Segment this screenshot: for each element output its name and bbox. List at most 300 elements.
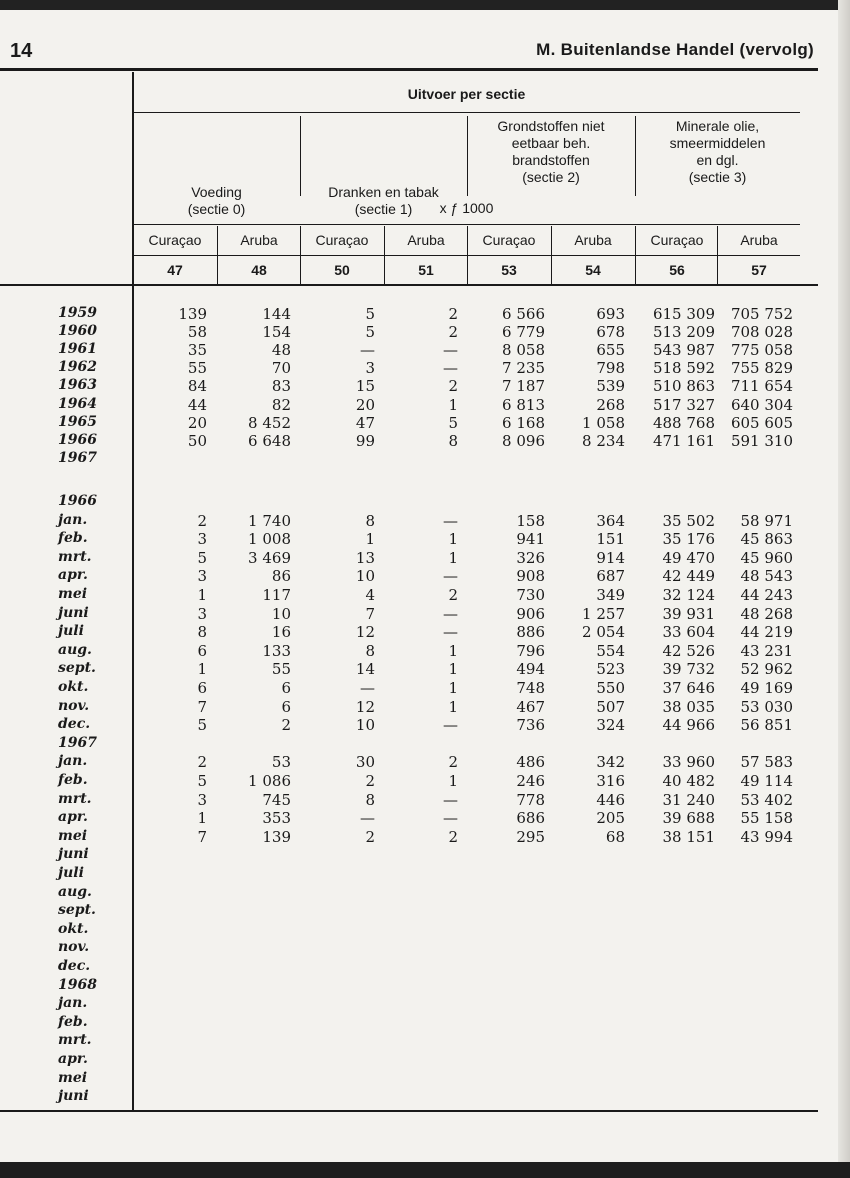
cell-value: 2 <box>448 305 458 323</box>
cell-value: 510 863 <box>652 377 715 396</box>
cell-value: 488 768 <box>652 413 715 432</box>
table-row <box>0 377 850 395</box>
table-row <box>0 567 850 585</box>
cell-value: 12 <box>355 623 375 642</box>
cell-value: 5 <box>197 716 207 735</box>
cell-value: 693 <box>596 305 625 323</box>
column-header: Curaçao <box>650 232 704 248</box>
cell-value: — <box>443 809 458 828</box>
row-label: nov. <box>58 697 90 714</box>
cell-value: 798 <box>596 359 625 378</box>
group-header-line: (sectie 0) <box>187 201 246 217</box>
cell-value: 6 566 <box>502 305 545 323</box>
cell-value: — <box>443 341 458 360</box>
row-label: 1959 <box>58 305 97 321</box>
cell-value: 914 <box>596 548 625 567</box>
column-number: 51 <box>418 262 434 278</box>
header-rule <box>0 68 818 71</box>
column-number: 50 <box>334 262 350 278</box>
cell-value: 205 <box>596 809 625 828</box>
cell-value: 20 <box>355 395 375 414</box>
cell-value: 44 966 <box>662 716 715 735</box>
row-label: sept. <box>58 660 96 677</box>
cell-value: 6 <box>197 679 207 697</box>
cell-value: 1 008 <box>248 530 291 549</box>
cell-value: 2 <box>365 827 375 846</box>
table-row <box>0 1032 850 1050</box>
cell-value: 4 <box>365 586 375 604</box>
cell-value: 6 779 <box>502 323 545 342</box>
rule <box>133 224 800 225</box>
group-header-line: Minerale olie, <box>675 118 760 134</box>
cell-value: 775 058 <box>730 341 793 360</box>
cell-value: 2 <box>365 772 375 790</box>
cell-value: 14 <box>355 660 375 679</box>
cell-value: 2 <box>448 377 458 396</box>
group-header-line <box>300 150 467 167</box>
cell-value: 8 096 <box>502 431 545 450</box>
cell-value: 246 <box>516 772 545 790</box>
cell-value: 1 <box>448 660 458 679</box>
scan-edge-top <box>0 0 850 10</box>
row-label: okt. <box>58 920 89 937</box>
cell-value: 906 <box>516 604 545 623</box>
cell-value: 513 209 <box>652 323 715 342</box>
cell-value: 55 158 <box>740 809 793 828</box>
cell-value: 30 <box>355 753 375 772</box>
cell-value: 6 168 <box>502 413 545 432</box>
cell-value: 151 <box>596 530 625 549</box>
cell-value: 57 583 <box>740 753 793 772</box>
cell-value: 687 <box>596 567 625 586</box>
row-label: okt. <box>58 679 89 695</box>
table-row <box>0 679 850 697</box>
row-label: 1963 <box>58 377 97 394</box>
cell-value: 3 <box>197 530 207 549</box>
cell-value: 5 <box>365 323 375 342</box>
row-label: 1962 <box>58 359 97 376</box>
cell-value: 523 <box>596 660 625 679</box>
row-label: dec. <box>58 958 91 974</box>
table-row <box>0 1070 850 1088</box>
table-row <box>0 1014 850 1032</box>
table-row <box>0 865 850 883</box>
column-number: 48 <box>251 262 267 278</box>
cell-value: 539 <box>596 377 625 396</box>
table-row <box>0 753 850 771</box>
row-label: aug. <box>58 641 92 658</box>
cell-value: — <box>443 604 458 623</box>
column-number: 54 <box>585 262 601 278</box>
table-row <box>0 605 850 623</box>
cell-value: 55 <box>271 660 291 679</box>
row-label: apr. <box>58 809 88 826</box>
cell-value: 3 <box>197 567 207 586</box>
cell-value: 45 960 <box>740 548 793 567</box>
cell-value: 144 <box>262 305 291 323</box>
cell-value: 15 <box>355 377 375 396</box>
table-row <box>0 305 850 323</box>
cell-value: 1 <box>448 530 458 549</box>
cell-value: 158 <box>516 511 545 530</box>
group-header <box>635 118 800 186</box>
cell-value: 2 <box>197 511 207 530</box>
cell-value: 471 161 <box>652 431 715 450</box>
cell-value: 591 310 <box>730 431 793 450</box>
cell-value: 778 <box>516 790 545 809</box>
cell-value: 730 <box>516 586 545 604</box>
cell-value: 2 <box>448 827 458 846</box>
row-label: mrt. <box>58 1032 92 1049</box>
table-row <box>0 586 850 604</box>
cell-value: 1 257 <box>582 604 625 623</box>
cell-value: 47 <box>355 413 375 432</box>
cell-value: 12 <box>355 697 375 716</box>
table-row <box>0 341 850 359</box>
cell-value: 6 <box>197 641 207 660</box>
cell-value: 518 592 <box>652 359 715 378</box>
cell-value: 941 <box>516 530 545 549</box>
cell-value: 58 <box>187 323 207 342</box>
cell-value: — <box>360 809 375 828</box>
rule <box>133 112 800 113</box>
cell-value: 32 124 <box>662 586 715 604</box>
table-row <box>0 791 850 809</box>
cell-value: 5 <box>365 305 375 323</box>
cell-value: 605 605 <box>730 413 793 432</box>
row-label: 1965 <box>58 413 97 430</box>
table-row <box>0 432 850 450</box>
cell-value: 550 <box>596 679 625 697</box>
cell-value: 1 <box>448 697 458 716</box>
cell-value: 796 <box>516 641 545 660</box>
page-number: 14 <box>10 40 33 62</box>
table-row <box>0 660 850 678</box>
cell-value: 7 187 <box>502 377 545 396</box>
cell-value: 8 058 <box>502 341 545 360</box>
column-header: Curaçao <box>482 232 536 248</box>
cell-value: 1 <box>448 641 458 660</box>
row-label: 1966 <box>58 493 97 509</box>
table-row <box>0 958 850 976</box>
group-header-line: Grondstoffen niet <box>497 118 605 134</box>
cell-value: 1 740 <box>248 511 291 530</box>
cell-value: — <box>360 341 375 360</box>
cell-value: 2 <box>448 323 458 342</box>
cell-value: 615 309 <box>652 305 715 323</box>
row-label: juli <box>58 865 84 881</box>
cell-value: 2 <box>197 753 207 772</box>
cell-value: 133 <box>262 641 291 660</box>
cell-value: 507 <box>596 697 625 716</box>
cell-value: 446 <box>596 790 625 809</box>
cell-value: 44 <box>187 395 207 414</box>
column-header: Curaçao <box>148 232 202 248</box>
cell-value: 42 526 <box>662 641 715 660</box>
cell-value: 35 502 <box>662 511 715 530</box>
cell-value: 353 <box>262 809 291 828</box>
cell-value: 49 470 <box>662 548 715 567</box>
cell-value: 68 <box>605 827 625 846</box>
cell-value: 3 <box>365 359 375 378</box>
cell-value: 6 <box>281 697 291 716</box>
cell-value: 705 752 <box>730 305 793 323</box>
table-row <box>0 359 850 377</box>
cell-value: 33 960 <box>662 753 715 772</box>
row-label: 1961 <box>58 341 97 358</box>
cell-value: — <box>360 679 375 697</box>
cell-value: 44 243 <box>740 586 793 604</box>
row-label: juni <box>58 846 89 863</box>
column-number: 57 <box>751 262 767 278</box>
cell-value: — <box>443 359 458 378</box>
cell-value: 1 <box>197 586 207 604</box>
table-row <box>0 450 850 468</box>
cell-value: 83 <box>271 377 291 396</box>
table-row <box>0 809 850 827</box>
cell-value: 467 <box>516 697 545 716</box>
cell-value: 3 <box>197 604 207 623</box>
cell-value: 37 646 <box>662 679 715 697</box>
cell-value: 39 732 <box>662 660 715 679</box>
group-header-line: Dranken en tabak <box>328 184 439 200</box>
cell-value: 268 <box>596 395 625 414</box>
table-row <box>0 716 850 734</box>
cell-value: 39 688 <box>662 809 715 828</box>
cell-value: — <box>443 790 458 809</box>
group-header-line: (sectie 2) <box>522 169 580 185</box>
column-number: 56 <box>669 262 685 278</box>
cell-value: 1 <box>448 679 458 697</box>
cell-value: 1 <box>448 395 458 414</box>
row-label: mrt. <box>58 548 92 565</box>
cell-value: 8 <box>365 641 375 660</box>
row-label: feb. <box>58 772 88 788</box>
table-row <box>0 414 850 432</box>
column-header: Aruba <box>407 232 445 248</box>
table-row <box>0 884 850 902</box>
cell-value: 56 851 <box>740 716 793 735</box>
row-label: jan. <box>58 511 88 528</box>
table-bottom-rule <box>0 1110 818 1112</box>
row-label: 1966 <box>58 431 97 448</box>
group-header-line: en dgl. <box>696 152 739 168</box>
unit-label: x ƒ 1000 <box>439 200 494 216</box>
cell-value: 43 994 <box>740 827 793 846</box>
row-label: apr. <box>58 567 88 584</box>
cell-value: 1 <box>448 772 458 790</box>
cell-value: 33 604 <box>662 623 715 642</box>
row-label: jan. <box>58 995 88 1012</box>
cell-value: 35 176 <box>662 530 715 549</box>
cell-value: 44 219 <box>740 623 793 642</box>
cell-value: 6 813 <box>502 395 545 414</box>
table-row <box>0 323 850 341</box>
table-row <box>0 512 850 530</box>
cell-value: 2 054 <box>582 623 625 642</box>
cell-value: 10 <box>271 604 291 623</box>
cell-value: 55 <box>187 359 207 378</box>
table-row <box>0 772 850 790</box>
cell-value: 326 <box>516 548 545 567</box>
table-row <box>0 698 850 716</box>
cell-value: 7 <box>197 827 207 846</box>
cell-value: 7 235 <box>502 359 545 378</box>
row-label: nov. <box>58 939 90 956</box>
cell-value: 39 931 <box>662 604 715 623</box>
cell-value: 3 469 <box>248 548 291 567</box>
cell-value: 2 <box>448 753 458 772</box>
cell-value: 20 <box>187 413 207 432</box>
row-label: mei <box>58 1069 88 1086</box>
column-header: Aruba <box>740 232 778 248</box>
cell-value: 5 <box>197 772 207 790</box>
group-header-line: brandstoffen <box>512 152 590 168</box>
table-row <box>0 921 850 939</box>
cell-value: 1 <box>448 548 458 567</box>
group-header-line <box>133 150 300 167</box>
row-label: jan. <box>58 753 88 770</box>
cell-value: 5 <box>448 413 458 432</box>
cell-value: 908 <box>516 567 545 586</box>
cell-value: 342 <box>596 753 625 772</box>
cell-value: 139 <box>178 305 207 323</box>
cell-value: 58 971 <box>740 511 793 530</box>
group-header-line: (sectie 1) <box>354 201 413 217</box>
rule <box>133 255 800 256</box>
group-header-line: Voeding <box>191 184 242 200</box>
group-header-line <box>300 167 467 184</box>
column-number: 47 <box>167 262 183 278</box>
cell-value: 686 <box>516 809 545 828</box>
row-label: 1967 <box>58 449 97 466</box>
table-row <box>0 549 850 567</box>
table-row <box>0 977 850 995</box>
group-divider <box>300 116 301 196</box>
cell-value: 708 028 <box>730 323 793 342</box>
cell-value: 53 <box>271 753 291 772</box>
group-divider <box>467 116 468 196</box>
cell-value: 48 268 <box>740 604 793 623</box>
cell-value: 70 <box>271 359 291 378</box>
cell-value: 2 <box>448 586 458 604</box>
table-title: Uitvoer per sectie <box>407 86 526 102</box>
cell-value: 84 <box>187 377 207 396</box>
cell-value: 53 402 <box>740 790 793 809</box>
row-label: 1967 <box>58 734 97 751</box>
cell-value: 99 <box>355 431 375 450</box>
header-bottom-rule <box>0 284 818 286</box>
row-label: mei <box>58 586 88 602</box>
table-row <box>0 735 850 753</box>
cell-value: 86 <box>271 567 291 586</box>
row-label: aug. <box>58 883 92 900</box>
row-label: mei <box>58 827 88 844</box>
cell-value: 49 169 <box>740 679 793 697</box>
cell-value: 42 449 <box>662 567 715 586</box>
cell-value: 38 035 <box>662 697 715 716</box>
running-head: M. Buitenlandse Handel (vervolg) <box>536 40 814 59</box>
cell-value: 295 <box>516 827 545 846</box>
cell-value: 43 231 <box>740 641 793 660</box>
group-header-line: (sectie 3) <box>688 169 747 185</box>
cell-value: 364 <box>596 511 625 530</box>
cell-value: 755 829 <box>730 359 793 378</box>
column-header: Aruba <box>574 232 612 248</box>
cell-value: 45 863 <box>740 530 793 549</box>
cell-value: 736 <box>516 716 545 735</box>
cell-value: 10 <box>355 567 375 586</box>
cell-value: 324 <box>596 716 625 735</box>
cell-value: 1 058 <box>582 413 625 432</box>
row-label: juli <box>58 623 84 640</box>
cell-value: 49 114 <box>740 772 793 790</box>
cell-value: 1 <box>197 660 207 679</box>
cell-value: — <box>443 623 458 642</box>
cell-value: 53 030 <box>740 697 793 716</box>
cell-value: 8 <box>197 623 207 642</box>
cell-value: 494 <box>516 660 545 679</box>
cell-value: 316 <box>596 772 625 790</box>
cell-value: 678 <box>596 323 625 342</box>
cell-value: 154 <box>262 323 291 342</box>
row-label: sept. <box>58 902 96 919</box>
cell-value: 1 <box>365 530 375 549</box>
row-label: 1968 <box>58 976 97 993</box>
cell-value: 1 <box>197 809 207 828</box>
cell-value: 543 987 <box>652 341 715 360</box>
cell-value: 5 <box>197 548 207 567</box>
table-row <box>0 939 850 957</box>
group-header <box>467 118 635 186</box>
cell-value: 10 <box>355 716 375 735</box>
row-label: apr. <box>58 1051 88 1067</box>
group-header-line: smeermiddelen <box>669 135 766 151</box>
table-row <box>0 1051 850 1069</box>
table-row <box>0 396 850 414</box>
row-label: feb. <box>58 530 88 547</box>
row-label: 1960 <box>58 323 97 340</box>
cell-value: 640 304 <box>730 395 793 414</box>
table-row <box>0 995 850 1013</box>
cell-value: 655 <box>596 341 625 360</box>
cell-value: 745 <box>262 790 291 809</box>
scan-edge-bottom <box>0 1162 850 1178</box>
cell-value: 8 <box>448 431 458 450</box>
cell-value: 40 482 <box>662 772 715 790</box>
group-divider <box>635 116 636 196</box>
cell-value: 35 <box>187 341 207 360</box>
table-row <box>0 1088 850 1106</box>
cell-value: 2 <box>281 716 291 735</box>
cell-value: 139 <box>262 827 291 846</box>
cell-value: 8 <box>365 511 375 530</box>
row-label: mrt. <box>58 790 92 807</box>
row-label: juni <box>58 1088 89 1105</box>
cell-value: 16 <box>271 623 291 642</box>
cell-value: 1 086 <box>248 772 291 790</box>
row-label: juni <box>58 604 89 621</box>
cell-value: 748 <box>516 679 545 697</box>
cell-value: 349 <box>596 586 625 604</box>
cell-value: 13 <box>355 548 375 567</box>
cell-value: 82 <box>271 395 291 414</box>
table-row <box>0 642 850 660</box>
cell-value: 3 <box>197 790 207 809</box>
cell-value: 486 <box>516 753 545 772</box>
table-row <box>0 902 850 920</box>
cell-value: 50 <box>187 431 207 450</box>
